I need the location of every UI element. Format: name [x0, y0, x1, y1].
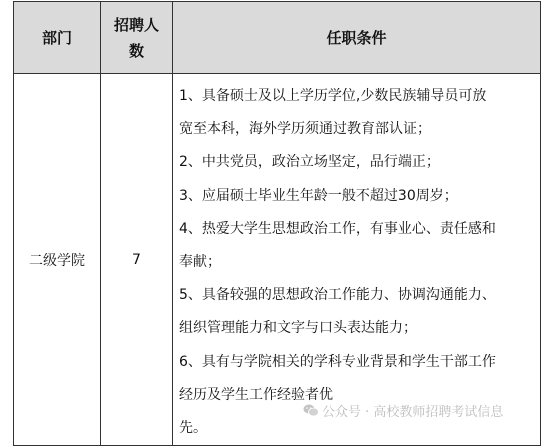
watermark-text: 公众号 · 高校教师招聘考试信息: [322, 405, 504, 420]
condition-line: 组织管理能力和文字与口头表达能力；: [179, 320, 417, 337]
table-row: [14, 74, 541, 446]
condition-line: 5、具备较强的思想政治工作能力、协调沟通能力、: [179, 287, 496, 304]
condition-line: 4、热爱大学生思想政治工作，有事业心、责任感和: [179, 220, 496, 237]
header-row: [14, 2, 541, 74]
cell-dept: 二级学院: [14, 74, 101, 446]
recruitment-table: [13, 1, 541, 446]
condition-line: 先。: [179, 420, 207, 437]
condition-line: 2、中共党员，政治立场坚定，品行端正；: [179, 154, 440, 171]
condition-line: 宽至本科，海外学历须通过教育部认证；: [179, 121, 431, 138]
cell-count: 7: [101, 74, 173, 446]
header-dept: 部门: [14, 2, 101, 74]
header-conditions: 任职条件: [173, 2, 541, 74]
condition-line: 1、具备硕士及以上学历学位,少数民族辅导员可放: [179, 88, 487, 104]
wechat-icon: [303, 404, 319, 417]
header-count-line2: 数: [128, 41, 144, 60]
condition-line: 经历及学生工作经验者优: [179, 386, 333, 403]
watermark: [303, 401, 503, 420]
condition-line: 3、应届硕士毕业生年龄一般不超过30周岁；: [179, 187, 458, 204]
cell-conditions: [173, 74, 541, 446]
header-count-line1: 招聘人: [113, 15, 159, 34]
condition-line: 6、具有与学院相关的学科专业背景和学生干部工作: [179, 353, 496, 370]
header-count: [101, 2, 173, 74]
condition-line: 奉献；: [179, 254, 221, 271]
